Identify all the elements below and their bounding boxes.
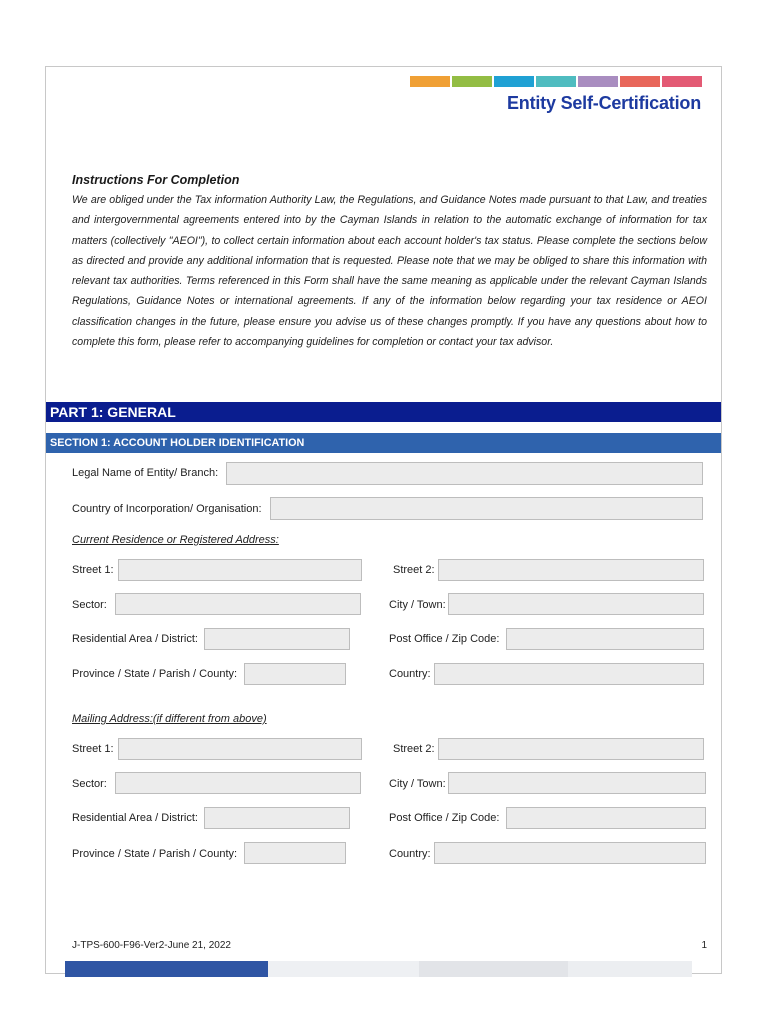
- strip-segment-orange: [410, 76, 450, 87]
- mailing-sector-label: Sector:: [72, 778, 107, 790]
- part1-header: PART 1: GENERAL: [46, 402, 721, 422]
- residence-sector-input[interactable]: [115, 593, 361, 615]
- residence-street2-input[interactable]: [438, 559, 704, 581]
- residence-address-heading: Current Residence or Registered Address:: [72, 534, 279, 546]
- legal-name-label: Legal Name of Entity/ Branch:: [72, 467, 219, 479]
- mailing-city-input[interactable]: [448, 772, 706, 794]
- instructions-block: [72, 173, 707, 352]
- mailing-district-input[interactable]: [204, 807, 350, 829]
- residence-street2-label: Street 2:: [393, 564, 435, 576]
- residence-city-label: City / Town:: [389, 599, 446, 611]
- form-reference-code: J-TPS-600-F96-Ver2-June 21, 2022: [72, 940, 231, 951]
- residence-street1-input[interactable]: [118, 559, 362, 581]
- legal-name-input[interactable]: [226, 462, 703, 485]
- residence-province-label: Province / State / Parish / County:: [72, 668, 238, 680]
- mailing-street1-input[interactable]: [118, 738, 362, 760]
- residence-postcode-label: Post Office / Zip Code:: [389, 633, 500, 645]
- page-number: 1: [701, 940, 707, 951]
- footer-color-bar: [65, 961, 692, 977]
- mailing-street1-label: Street 1:: [72, 743, 114, 755]
- footer-bar-segment-grey: [419, 961, 568, 977]
- mailing-address-heading: Mailing Address:(if different from above): [72, 713, 267, 725]
- strip-segment-green: [452, 76, 492, 87]
- header-color-strip: [410, 76, 702, 87]
- residence-postcode-input[interactable]: [506, 628, 704, 650]
- mailing-sector-input[interactable]: [115, 772, 361, 794]
- mailing-country-input[interactable]: [434, 842, 706, 864]
- residence-country-input[interactable]: [434, 663, 704, 685]
- residence-district-input[interactable]: [204, 628, 350, 650]
- mailing-street2-input[interactable]: [438, 738, 704, 760]
- footer-bar-segment-pale: [568, 961, 692, 977]
- residence-street1-label: Street 1:: [72, 564, 114, 576]
- instructions-body: We are obliged under the Tax information Authority Law, the Regulations, and Guidance Notes made pursuant to that Law, and treaties and intergovernmental agreements entered into by the Cayman Islands in relation to the automatic exchange of information for tax matters (collectively "AEOI"), to collect certain information about each account holder's tax status. Please complete the sections below as directed and provide any additional information that is requested. Please note that we may be obliged to share this information with relevant tax authorities. Terms referenced in this Form shall have the same meaning as applicable under the relevant Cayman Islands Regulations, Guidance Notes or international agreements. If any of the information below regarding your tax residence or AEOI classification changes in the future, please ensure you advise us of these changes promptly. If you have any questions about how to complete this form, please refer to accompanying guidelines for completion or contact your tax advisor.: [72, 194, 707, 349]
- document-title: Entity Self-Certification: [506, 93, 701, 113]
- residence-country-label: Country:: [389, 668, 431, 680]
- form-page: [45, 66, 722, 974]
- section1-header: SECTION 1: ACCOUNT HOLDER IDENTIFICATION: [46, 433, 721, 453]
- mailing-country-label: Country:: [389, 848, 431, 860]
- footer-bar-segment-blue: [65, 961, 268, 977]
- strip-segment-blue: [494, 76, 534, 87]
- mailing-postcode-label: Post Office / Zip Code:: [389, 812, 500, 824]
- mailing-city-label: City / Town:: [389, 778, 446, 790]
- residence-city-input[interactable]: [448, 593, 704, 615]
- strip-segment-teal: [536, 76, 576, 87]
- strip-segment-purple: [578, 76, 618, 87]
- residence-province-input[interactable]: [244, 663, 346, 685]
- strip-segment-pink: [662, 76, 702, 87]
- footer-bar-segment-light: [268, 961, 419, 977]
- mailing-province-input[interactable]: [244, 842, 346, 864]
- mailing-province-label: Province / State / Parish / County:: [72, 848, 238, 860]
- mailing-postcode-input[interactable]: [506, 807, 706, 829]
- instructions-heading: Instructions For Completion: [72, 173, 240, 187]
- residence-sector-label: Sector:: [72, 599, 107, 611]
- mailing-district-label: Residential Area / District:: [72, 812, 198, 824]
- mailing-street2-label: Street 2:: [393, 743, 435, 755]
- country-incorporation-label: Country of Incorporation/ Organisation:: [72, 503, 262, 515]
- country-incorporation-input[interactable]: [270, 497, 703, 520]
- residence-district-label: Residential Area / District:: [72, 633, 198, 645]
- strip-segment-coral: [620, 76, 660, 87]
